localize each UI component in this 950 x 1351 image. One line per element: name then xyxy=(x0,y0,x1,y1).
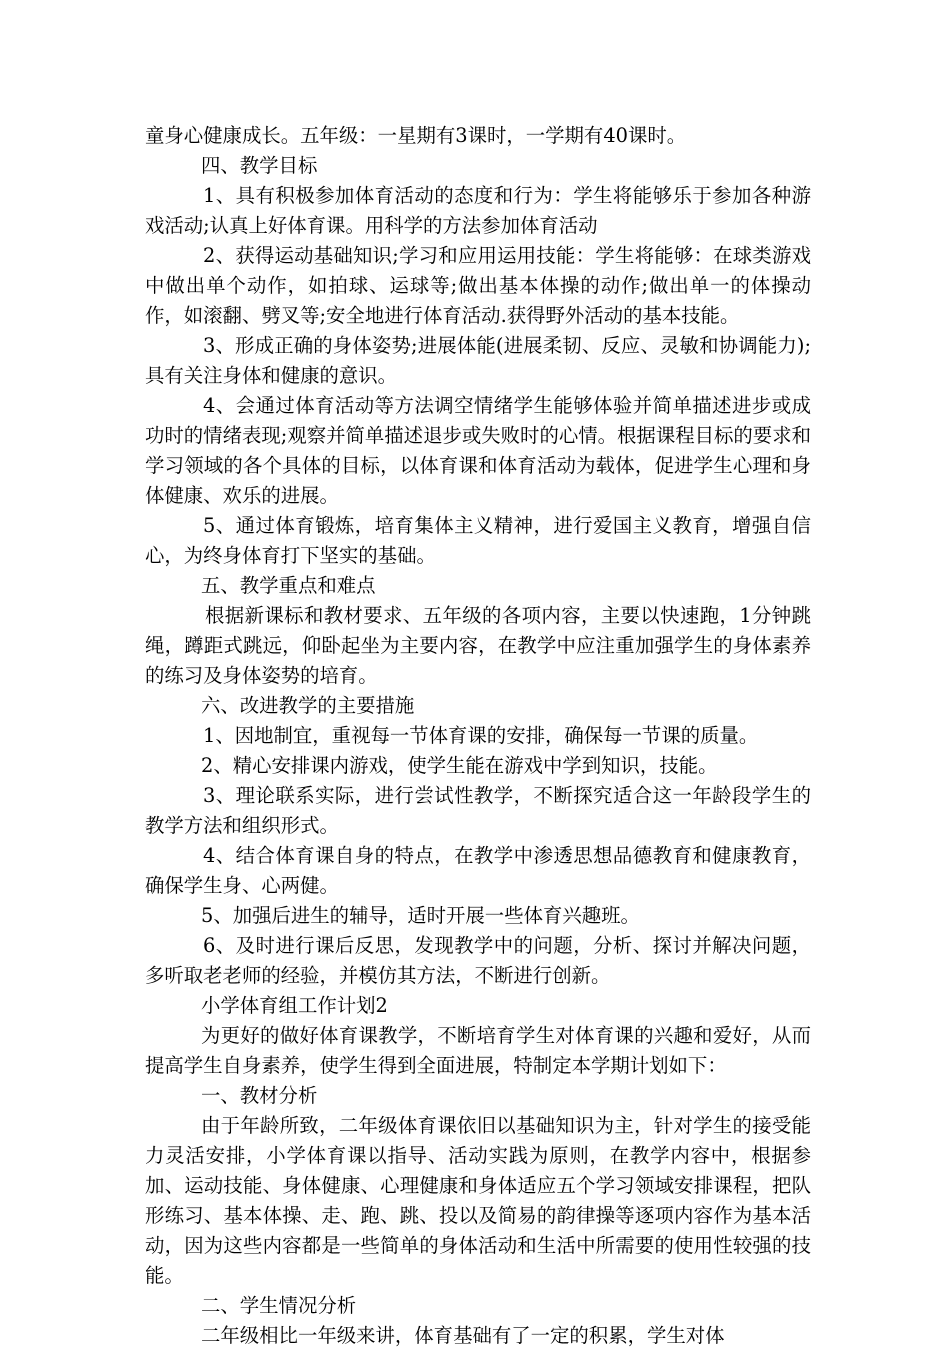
paragraph: 二年级相比一年级来讲，体育基础有了一定的积累，学生对体 xyxy=(201,1324,725,1347)
paragraph: 1、因地制宜，重视每一节体育课的安排，确保每一节课的质量。 xyxy=(203,724,759,747)
paragraph: 1、具有积极参加体育活动的态度和行为：学生将能够乐于参加各种游戏活动;认真上好体育课。用科学的方法参加体育活动 xyxy=(145,184,811,237)
paragraph: 5、通过体育锻炼，培育集体主义精神，进行爱国主义教育，增强自信心，为终身体育打下坚实的基础。 xyxy=(145,514,811,567)
paragraph: 2、精心安排课内游戏，使学生能在游戏中学到知识，技能。 xyxy=(201,754,718,777)
paragraph: 由于年龄所致，二年级体育课依旧以基础知识为主，针对学生的接受能力灵活安排，小学体育课以指导、活动实践为原则，在教学内容中，根据参加、运动技能、身体健康、心理健康和身体适应五个学习领域安排课程，把队形练习、基本体操、走、跑、跳、投以及简易的韵律操等逐项内容作为基本活动，因为这些内容都是一些简单的身体活动和生活中所需要的使用性较强的技能。 xyxy=(145,1114,811,1287)
section-heading: 五、教学重点和难点 xyxy=(201,574,376,597)
section-heading: 六、改进教学的主要措施 xyxy=(201,694,415,717)
paragraph: 4、会通过体育活动等方法调空情绪学生能够体验并简单描述进步或成功时的情绪表现;观察并简单描述退步或失败时的心情。根据课程目标的要求和学习领域的各个具体的目标，以体育课和体育活动为载体，促进学生心理和身体健康、欢乐的进展。 xyxy=(145,394,811,507)
section-heading: 二、学生情况分析 xyxy=(201,1294,357,1317)
paragraph: 2、获得运动基础知识;学习和应用运用技能：学生将能够：在球类游戏中做出单个动作，如拍球、运球等;做出基本体操的动作;做出单一的体操动作，如滚翻、劈叉等;安全地进行体育活动.获得野外活动的基本技能。 xyxy=(145,244,811,327)
paragraph: 3、理论联系实际，进行尝试性教学，不断探究适合这一年龄段学生的教学方法和组织形式。 xyxy=(145,784,811,837)
paragraph: 5、加强后进生的辅导，适时开展一些体育兴趣班。 xyxy=(201,904,640,927)
section-heading: 一、教材分析 xyxy=(201,1084,318,1107)
paragraph: 4、结合体育课自身的特点，在教学中渗透思想品德教育和健康教育，确保学生身、心两健。 xyxy=(145,844,811,897)
paragraph: 6、及时进行课后反思，发现教学中的问题，分析、探讨并解决问题，多听取老老师的经验，并模仿其方法，不断进行创新。 xyxy=(145,934,811,987)
paragraph: 3、形成正确的身体姿势;进展体能(进展柔韧、反应、灵敏和协调能力);具有关注身体和健康的意识。 xyxy=(145,334,811,387)
document-title: 小学体育组工作计划2 xyxy=(201,994,388,1017)
section-heading: 四、教学目标 xyxy=(201,154,318,177)
paragraph: 根据新课标和教材要求、五年级的各项内容，主要以快速跑，1分钟跳绳，蹲距式跳远，仰卧起坐为主要内容，在教学中应注重加强学生的身体素养的练习及身体姿势的培育。 xyxy=(145,604,811,687)
document-body xyxy=(145,121,811,1351)
paragraph: 为更好的做好体育课教学，不断培育学生对体育课的兴趣和爱好，从而提高学生自身素养，使学生得到全面进展，特制定本学期计划如下： xyxy=(145,1024,811,1077)
paragraph: 童身心健康成长。五年级：一星期有3课时，一学期有40课时。 xyxy=(145,124,687,147)
